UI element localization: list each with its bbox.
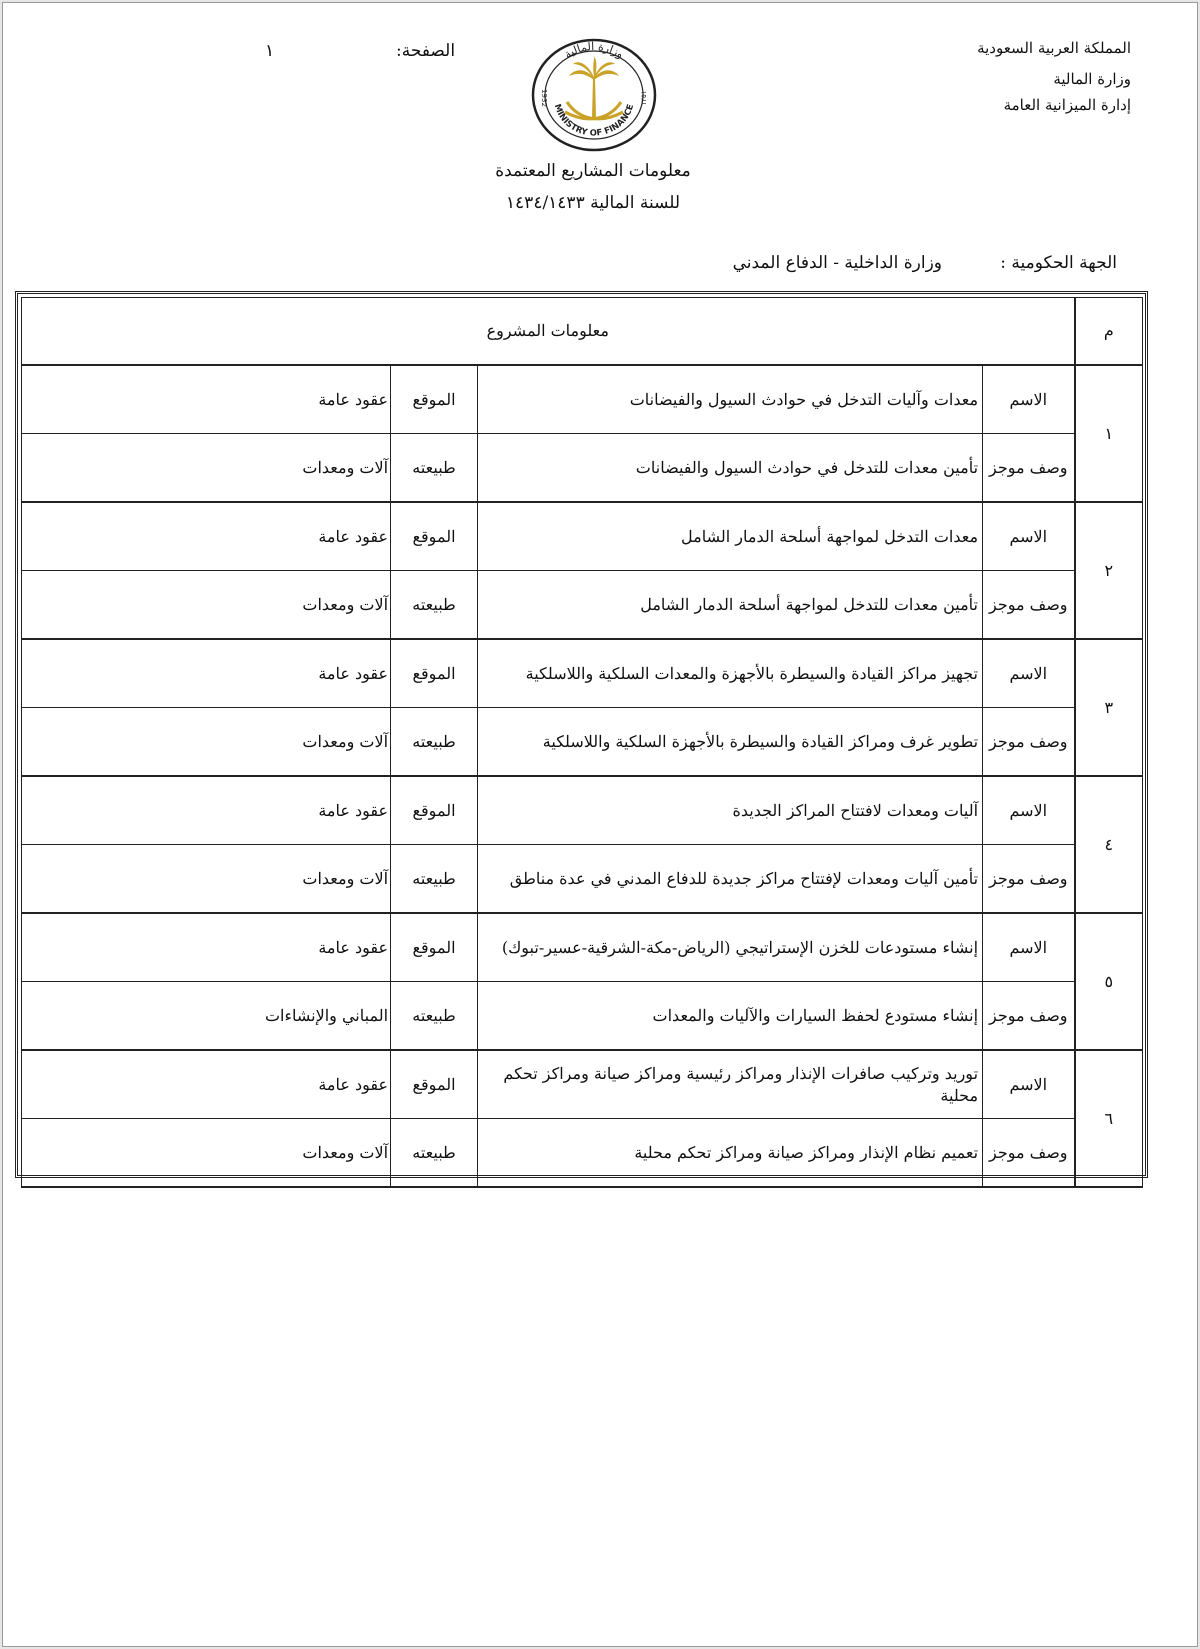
project-location: عقود عامة	[22, 639, 391, 708]
project-location: عقود عامة	[22, 776, 391, 845]
project-number: ١	[1075, 365, 1143, 502]
document-page	[2, 2, 1198, 1647]
project-location: عقود عامة	[22, 365, 391, 434]
label-location: الموقع	[391, 776, 478, 845]
project-location: عقود عامة	[22, 1050, 391, 1119]
label-nature: طبيعته	[391, 1119, 478, 1188]
project-nature: آلات ومعدات	[22, 708, 391, 777]
project-row-name	[22, 913, 1143, 982]
project-name: معدات التدخل لمواجهة أسلحة الدمار الشامل	[478, 502, 983, 571]
document-subtitle: للسنة المالية ١٤٣٤/١٤٣٣	[505, 193, 681, 213]
project-name: تجهيز مراكز القيادة والسيطرة بالأجهزة والمعدات السلكية واللاسلكية	[478, 639, 983, 708]
project-name: معدات وآليات التدخل في حوادث السيول والفيضانات	[478, 365, 983, 434]
project-number: ٢	[1075, 502, 1143, 639]
label-location: الموقع	[391, 639, 478, 708]
label-name: الاسم	[983, 365, 1075, 434]
label-description: وصف موجز	[983, 571, 1075, 640]
project-row-description	[22, 434, 1143, 503]
label-name: الاسم	[983, 913, 1075, 982]
projects-table	[21, 297, 1143, 1188]
column-header-index: م	[1075, 298, 1143, 366]
project-row-name	[22, 1050, 1143, 1119]
label-nature: طبيعته	[391, 708, 478, 777]
project-nature: آلات ومعدات	[22, 845, 391, 914]
emblem-year-left: 1932	[540, 89, 548, 107]
emblem-text-en: MINISTRY OF FINANCE	[551, 102, 637, 139]
label-description: وصف موجز	[983, 708, 1075, 777]
label-nature: طبيعته	[391, 434, 478, 503]
label-description: وصف موجز	[983, 1119, 1075, 1188]
projects-table-body	[22, 298, 1143, 1188]
label-nature: طبيعته	[391, 571, 478, 640]
projects-table-frame	[15, 291, 1148, 1178]
emblem-text-ar: وزارة المالية	[561, 39, 627, 62]
project-number: ٦	[1075, 1050, 1143, 1187]
table-header-row	[22, 298, 1143, 366]
label-name: الاسم	[983, 776, 1075, 845]
project-description: تأمين معدات للتدخل في حوادث السيول والفيضانات	[478, 434, 983, 503]
kingdom-name: المملكة العربية السعودية	[977, 39, 1131, 57]
project-location: عقود عامة	[22, 913, 391, 982]
project-description: تأمين آليات ومعدات لإفتتاح مراكز جديدة للدفاع المدني في عدة مناطق	[478, 845, 983, 914]
label-name: الاسم	[983, 1050, 1075, 1119]
label-description: وصف موجز	[983, 982, 1075, 1051]
project-row-description	[22, 708, 1143, 777]
ministry-emblem-logo	[529, 36, 659, 154]
document-title: معلومات المشاريع المعتمدة	[495, 161, 691, 181]
project-row-name	[22, 365, 1143, 434]
project-nature: آلات ومعدات	[22, 1119, 391, 1188]
page-label: الصفحة:	[396, 41, 456, 61]
project-name: آليات ومعدات لافتتاح المراكز الجديدة	[478, 776, 983, 845]
project-description: تعميم نظام الإنذار ومراكز صيانة ومراكز تحكم محلية	[478, 1119, 983, 1188]
entity-value: وزارة الداخلية - الدفاع المدني	[732, 253, 942, 273]
label-location: الموقع	[391, 502, 478, 571]
project-number: ٣	[1075, 639, 1143, 776]
project-description: تأمين معدات للتدخل لمواجهة أسلحة الدمار الشامل	[478, 571, 983, 640]
project-nature: المباني والإنشاءات	[22, 982, 391, 1051]
label-name: الاسم	[983, 639, 1075, 708]
project-description: تطوير غرف ومراكز القيادة والسيطرة بالأجهزة السلكية واللاسلكية	[478, 708, 983, 777]
label-location: الموقع	[391, 365, 478, 434]
project-nature: آلات ومعدات	[22, 434, 391, 503]
project-description: إنشاء مستودع لحفظ السيارات والآليات والمعدات	[478, 982, 983, 1051]
project-row-name	[22, 776, 1143, 845]
project-number: ٥	[1075, 913, 1143, 1050]
project-row-name	[22, 502, 1143, 571]
project-name: توريد وتركيب صافرات الإنذار ومراكز رئيسية ومراكز صيانة ومراكز تحكم محلية	[478, 1050, 983, 1119]
project-row-description	[22, 1119, 1143, 1188]
label-nature: طبيعته	[391, 845, 478, 914]
entity-label: الجهة الحكومية :	[1000, 253, 1117, 273]
ministry-name: وزارة المالية	[1053, 70, 1131, 88]
project-row-description	[22, 982, 1143, 1051]
project-row-description	[22, 845, 1143, 914]
project-nature: آلات ومعدات	[22, 571, 391, 640]
page-number: ١	[265, 41, 275, 61]
project-location: عقود عامة	[22, 502, 391, 571]
label-description: وصف موجز	[983, 434, 1075, 503]
project-row-name	[22, 639, 1143, 708]
project-name: إنشاء مستودعات للخزن الإستراتيجي (الرياض-مكة-الشرقية-عسير-تبوك)	[478, 913, 983, 982]
project-row-description	[22, 571, 1143, 640]
department-name: إدارة الميزانية العامة	[1003, 96, 1131, 114]
label-location: الموقع	[391, 913, 478, 982]
label-description: وصف موجز	[983, 845, 1075, 914]
label-nature: طبيعته	[391, 982, 478, 1051]
column-header-project-info: معلومات المشروع	[22, 298, 1075, 366]
label-location: الموقع	[391, 1050, 478, 1119]
emblem-year-right: ١٣٥١	[640, 90, 648, 106]
label-name: الاسم	[983, 502, 1075, 571]
project-number: ٤	[1075, 776, 1143, 913]
